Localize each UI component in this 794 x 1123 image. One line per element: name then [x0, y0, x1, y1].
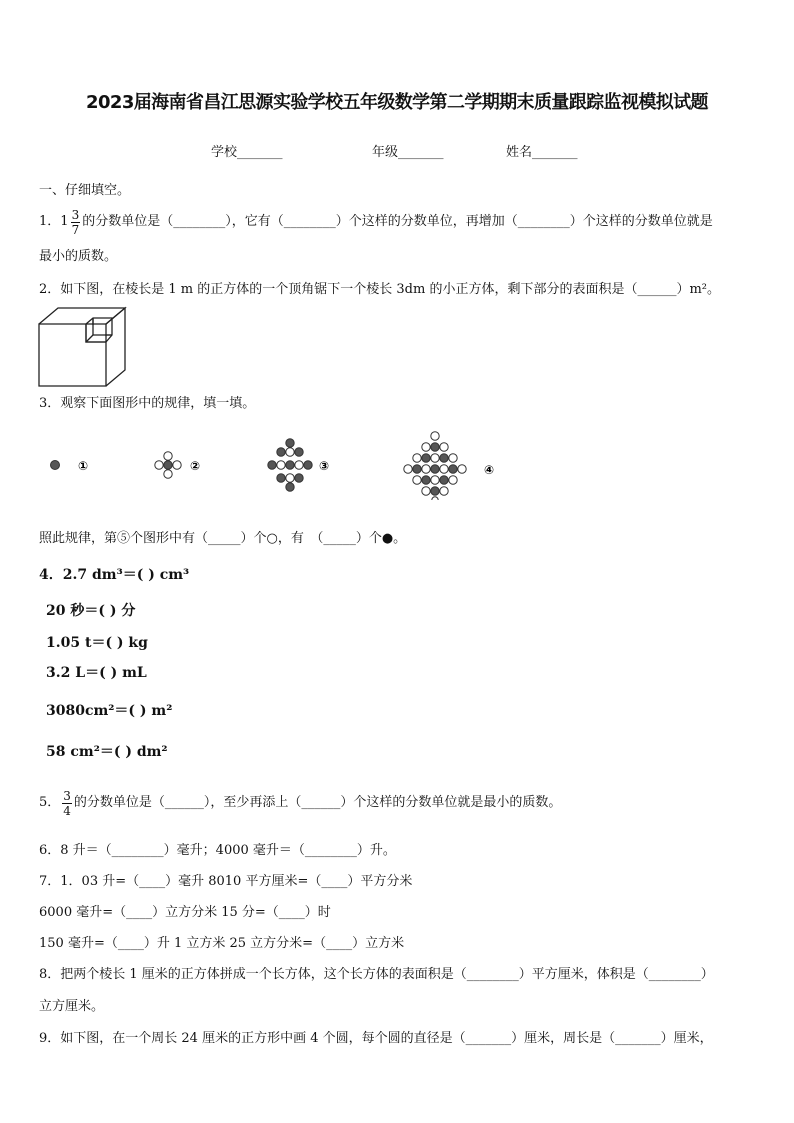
filled-dot	[51, 461, 60, 470]
figure-label: ④	[484, 463, 495, 477]
grade-field: 年级_______	[372, 145, 444, 160]
question-5-text: 的分数单位是（______），至少再添上（______）个这样的分数单位就是最小的质数。	[73, 795, 562, 810]
figure-label: ①	[78, 459, 89, 473]
question-8: 8．把两个棱长 1 厘米的正方体拼成一个长方体，这个长方体的表面积是（________）平方厘米，体积是（________）	[39, 967, 714, 982]
question-7-line-1: 7．1．03 升=（____）毫升 8010 平方厘米=（____）平方分米	[39, 874, 413, 889]
name-field: 姓名_______	[506, 145, 578, 160]
question-1-number: 1．	[39, 214, 61, 229]
mixed-number	[60, 208, 82, 237]
figure-label: ②	[190, 459, 201, 473]
figure-3	[268, 439, 312, 491]
question-9: 9．如下图，在一个周长 24 厘米的正方形中画 4 个圆，每个圆的直径是（_______）厘米，周长是（_______）厘米，	[39, 1031, 713, 1046]
figure-4	[404, 432, 466, 500]
question-2: 2．如下图，在棱长是 1 m 的正方体的一个顶角锯下一个棱长 3dm 的小正方体，剩下部分的表面积是（______）m²。	[39, 282, 720, 297]
question-1-text: 的分数单位是（________），它有（________）个这样的分数单位，再增加（________）个这样的分数单位就是	[82, 214, 713, 229]
question-5-number: 5．	[39, 795, 61, 810]
fraction-denominator: 4	[63, 803, 71, 818]
question-5	[39, 786, 561, 820]
mixed-whole: 1	[60, 214, 69, 229]
dot-pattern-figure	[40, 428, 510, 500]
question-4-line-6: 58 cm²＝( ) dm²	[46, 744, 168, 760]
figure-label: ③	[319, 459, 330, 473]
cube-figure	[36, 304, 128, 388]
question-4-line-1: 4．2.7 dm³＝( ) cm³	[39, 567, 190, 583]
question-7-line-2: 6000 毫升=（____）立方分米 15 分=（____）时	[39, 905, 331, 920]
section-heading: 一、仔细填空。	[39, 183, 131, 198]
figure-2	[155, 452, 181, 478]
page-title: 2023届海南省昌江思源实验学校五年级数学第二学期期末质量跟踪监视模拟试题	[86, 92, 708, 113]
question-7-line-3: 150 毫升=（____）升 1 立方米 25 立方分米=（____）立方米	[39, 936, 405, 951]
question-4-line-2: 20 秒＝( ) 分	[46, 603, 136, 619]
question-3-answer: 照此规律，第⑤个图形中有（_____）个○，有 （_____）个●。	[39, 531, 407, 546]
fraction-numerator: 3	[71, 207, 80, 222]
question-4-line-5: 3080cm²＝( ) m²	[46, 703, 173, 719]
question-6: 6．8 升＝（________）毫升；4000 毫升＝（________）升。	[39, 843, 396, 858]
question-4-line-3: 1.05 t＝( ) kg	[46, 635, 148, 651]
question-3: 3．观察下面图形中的规律，填一填。	[39, 396, 256, 411]
fraction	[62, 789, 72, 818]
question-4-line-4: 3.2 L＝( ) mL	[46, 665, 147, 681]
question-1	[39, 205, 713, 239]
question-1-continuation: 最小的质数。	[39, 249, 118, 264]
fraction	[71, 208, 81, 237]
school-field: 学校_______	[211, 145, 283, 160]
fraction-numerator: 3	[63, 788, 71, 803]
fraction-denominator: 7	[71, 222, 80, 237]
question-8-continuation: 立方厘米。	[39, 999, 105, 1014]
